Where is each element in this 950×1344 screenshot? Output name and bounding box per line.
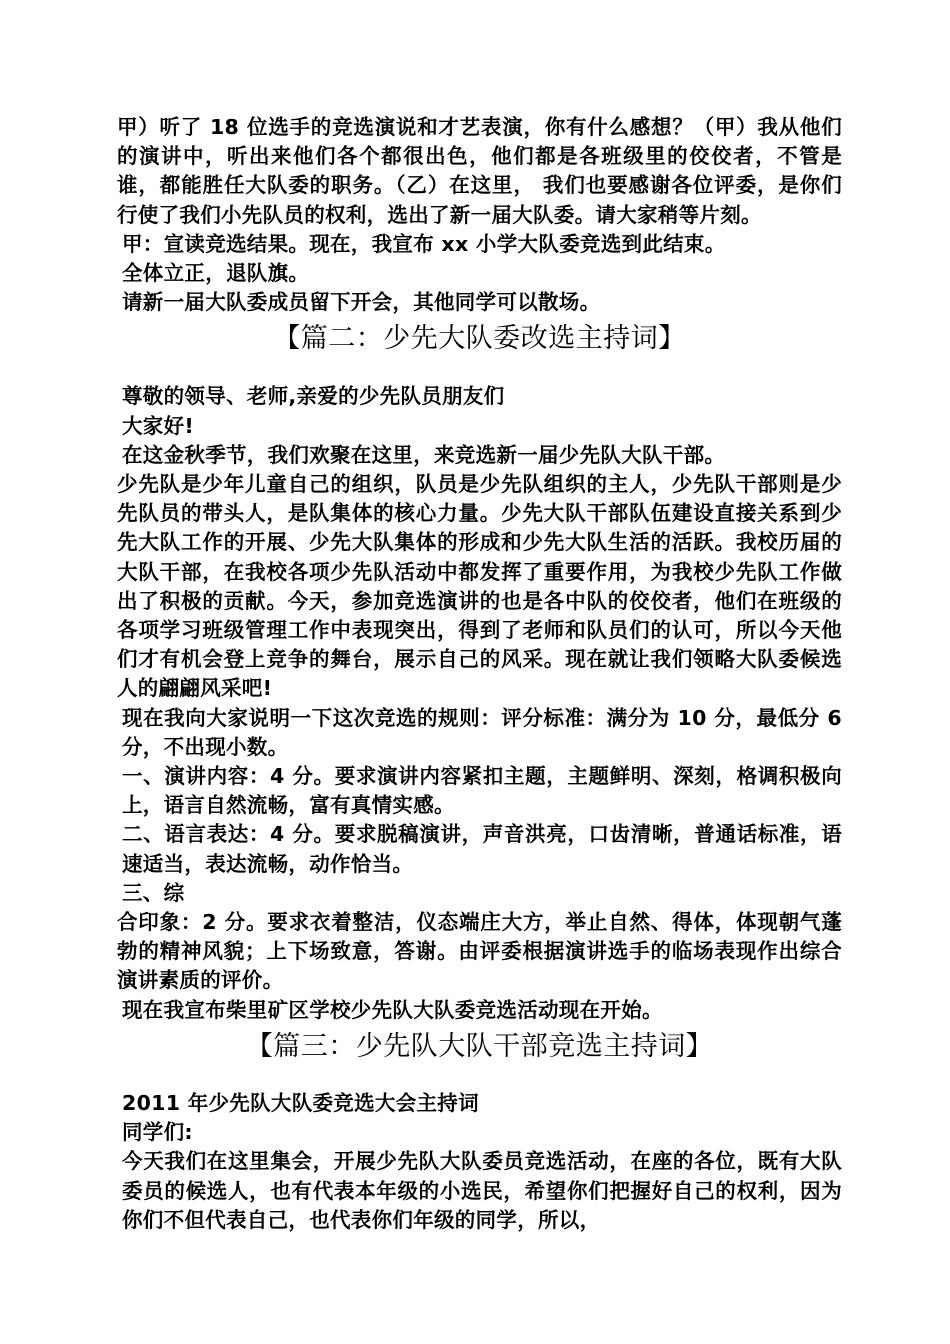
paragraph: 请新一届大队委成员留下开会，其他同学可以散场。 <box>122 290 601 315</box>
paragraph: 少先队是少年儿童自己的组织，队员是少先队组织的主人，少先队干部则是少先队员的带头人，是队集体的核心力量。少先大队干部队伍建设直接关系到少先大队工作的开展、少先大队集体的形成和少先大队生活的活跃。我校历届的大队干部，在我校各项少先队活动中都发挥了重要作用，为我校少先队工作做出了积极的贡献。今天，参加竞选演讲的也是各中队的佼佼者，他们在班级的各项学习班级管理工作中表现突出，得到了老师和队员们的认可，所以今天他们才有机会登上竞争的舞台，展示自己的风采。现在就让我们领略大队委候选人的翩翩风采吧! <box>117 472 842 701</box>
paragraph: 甲：宣读竞选结果。现在，我宣布 xx 小学大队委竞选到此结束。 <box>122 231 726 256</box>
paragraph: 在这金秋季节，我们欢聚在这里，来竞选新一届少先队大队干部。 <box>122 442 726 467</box>
paragraph: 合印象：2 分。要求衣着整洁，仪态端庄大方，举止自然、得体，体现朝气蓬勃的精神风貌；上下场致意，答谢。由评委根据演讲选手的临场表现作出综合演讲素质的评价。 <box>117 910 842 993</box>
paragraph: 今天我们在这里集会，开展少先队大队委员竞选活动，在座的各位，既有大队委员的候选人，也有代表本年级的小选民，希望你们把握好自己的权利，因为你们不但代表自己，也代表你们年级的同学，所以， <box>122 1149 842 1232</box>
document-body <box>117 113 850 1235</box>
paragraph: 现在我宣布柴里矿区学校少先队大队委竞选活动现在开始。 <box>122 997 663 1022</box>
paragraph: 2011 年少先队大队委竞选大会主持词 <box>122 1090 479 1115</box>
paragraph: 尊敬的领导、老师,亲爱的少先队员朋友们 <box>122 384 505 409</box>
section-title-2: 【篇二：少先大队委改选主持词】 <box>273 323 686 355</box>
paragraph: 现在我向大家说明一下这次竞选的规则：评分标准：满分为 10 分，最低分 6 分，不出现小数。 <box>122 705 850 759</box>
paragraph: 甲）听了 18 位选手的竞选演说和才艺表演，你有什么感想？（甲）我从他们的演讲中，听出来他们各个都很出色，他们都是各班级里的佼佼者，不管是谁，都能胜任大队委的职务。（乙）在这里， 我们也要感谢各位评委，是你们行使了我们小先队员的权利，选出了新一届大队委。请大家稍等片刻。 <box>117 115 842 227</box>
paragraph: 同学们: <box>122 1120 193 1145</box>
paragraph: 全体立正，退队旗。 <box>122 261 310 286</box>
paragraph: 大家好! <box>122 413 195 438</box>
paragraph: 一、演讲内容：4 分。要求演讲内容紧扣主题，主题鲜明、深刻，格调积极向上，语言自然流畅，富有真情实感。 <box>122 764 842 818</box>
paragraph: 三、综 <box>122 880 185 905</box>
section-title-3: 【篇三：少先队大队干部竞选主持词】 <box>245 1030 714 1062</box>
paragraph: 二、语言表达：4 分。要求脱稿演讲，声音洪亮，口齿清晰，普通话标准，语速适当，表达流畅，动作恰当。 <box>122 822 842 876</box>
